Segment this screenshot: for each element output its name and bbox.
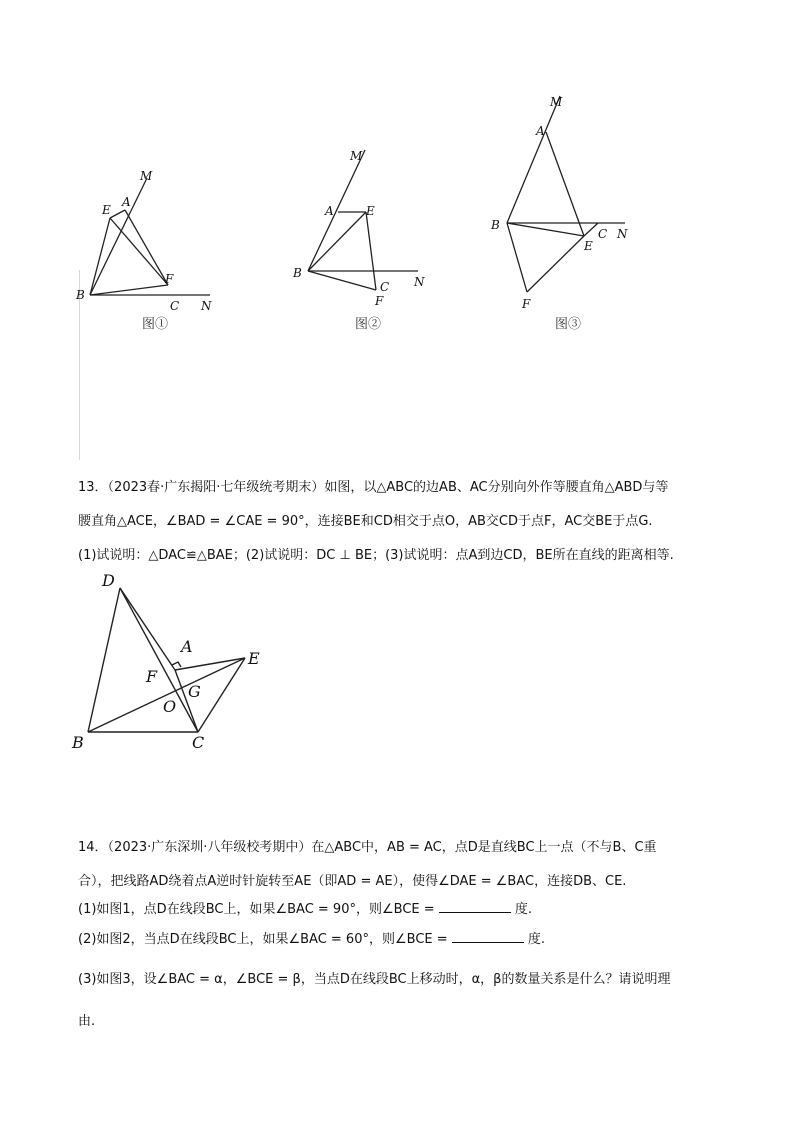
q13-label-A: A (181, 637, 193, 656)
q13-label-C: C (192, 733, 205, 752)
fig2-label-C: C (380, 280, 390, 294)
q13-line-2: 腰直角△ACE，∠BAD = ∠CAE = 90°，连接BE和CD相交于点O，AB交CD于点F，AC交BE于点G. (78, 514, 653, 529)
q13-label-D: D (102, 571, 115, 590)
fig2-label-A: A (325, 204, 334, 218)
fig3-caption: 图③ (555, 317, 582, 332)
figure-q13 (68, 572, 278, 752)
q13-line-1: 13．（2023春·广东揭阳·七年级统考期末）如图，以△ABC的边AB、AC分别向外作等腰直角△ABD与等 (78, 480, 669, 495)
figure-3 (480, 92, 660, 342)
fig1-label-E: E (102, 203, 111, 217)
fig3-label-A: A (536, 124, 545, 138)
fig2-label-M: M (350, 149, 363, 163)
q14-line-4 (78, 930, 545, 950)
q14-line-3-text: (1)如图1，点D在线段BC上，如果∠BAC = 90°，则∠BCE = (78, 902, 435, 917)
fig3-label-N: N (617, 227, 628, 241)
fig2-caption: 图② (355, 317, 382, 332)
fig1-label-M: M (140, 169, 153, 183)
fig1-label-N: N (201, 299, 212, 313)
q13-label-E: E (248, 649, 260, 668)
q13-label-O: O (163, 697, 177, 716)
answer-blank-2[interactable] (452, 930, 524, 943)
fig2-label-B: B (293, 266, 302, 280)
fig3-label-M: M (550, 95, 563, 109)
q14-line-4-unit: 度. (527, 932, 546, 947)
figure-2 (280, 140, 480, 340)
fig3-label-B: B (491, 218, 500, 232)
q13-label-B: B (72, 733, 84, 752)
figure-1 (60, 160, 260, 350)
q14-line-2: 合），把线路AD绕着点A逆时针旋转至AE（即AD = AE），使得∠DAE = ∠BAC，连接DB、CE. (78, 874, 627, 889)
answer-blank-1[interactable] (439, 900, 511, 913)
fig1-label-F: F (165, 272, 174, 286)
q14-line-5: (3)如图3，设∠BAC = α，∠BCE = β，当点D在线段BC上移动时，α，β的数量关系是什么？请说明理 (78, 972, 671, 987)
q14-line-1: 14．（2023·广东深圳·八年级校考期中）在△ABC中，AB = AC，点D是直线BC上一点（不与B、C重 (78, 840, 657, 855)
q14-line-3-unit: 度. (514, 902, 533, 917)
q13-label-G: G (188, 682, 201, 701)
fig2-label-F: F (375, 294, 384, 308)
q14-line-4-text: (2)如图2，当点D在线段BC上，如果∠BAC = 60°，则∠BCE = (78, 932, 448, 947)
q13-line-3: (1)试说明：△DAC≌△BAE；(2)试说明：DC ⊥ BE；(3)试说明：点A到边CD，BE所在直线的距离相等. (78, 548, 674, 563)
fig1-label-B: B (76, 288, 85, 302)
q14-line-6: 由. (78, 1014, 96, 1029)
q14-line-3 (78, 900, 532, 920)
fig3-label-C: C (598, 227, 608, 241)
fig3-label-E: E (584, 239, 593, 253)
fig1-label-A: A (122, 195, 131, 209)
fig3-label-F: F (522, 297, 531, 311)
fig1-label-C: C (170, 299, 180, 313)
fig2-label-E: E (366, 204, 375, 218)
fig2-label-N: N (414, 275, 425, 289)
fig1-caption: 图① (142, 317, 169, 332)
q13-label-F: F (146, 667, 158, 686)
